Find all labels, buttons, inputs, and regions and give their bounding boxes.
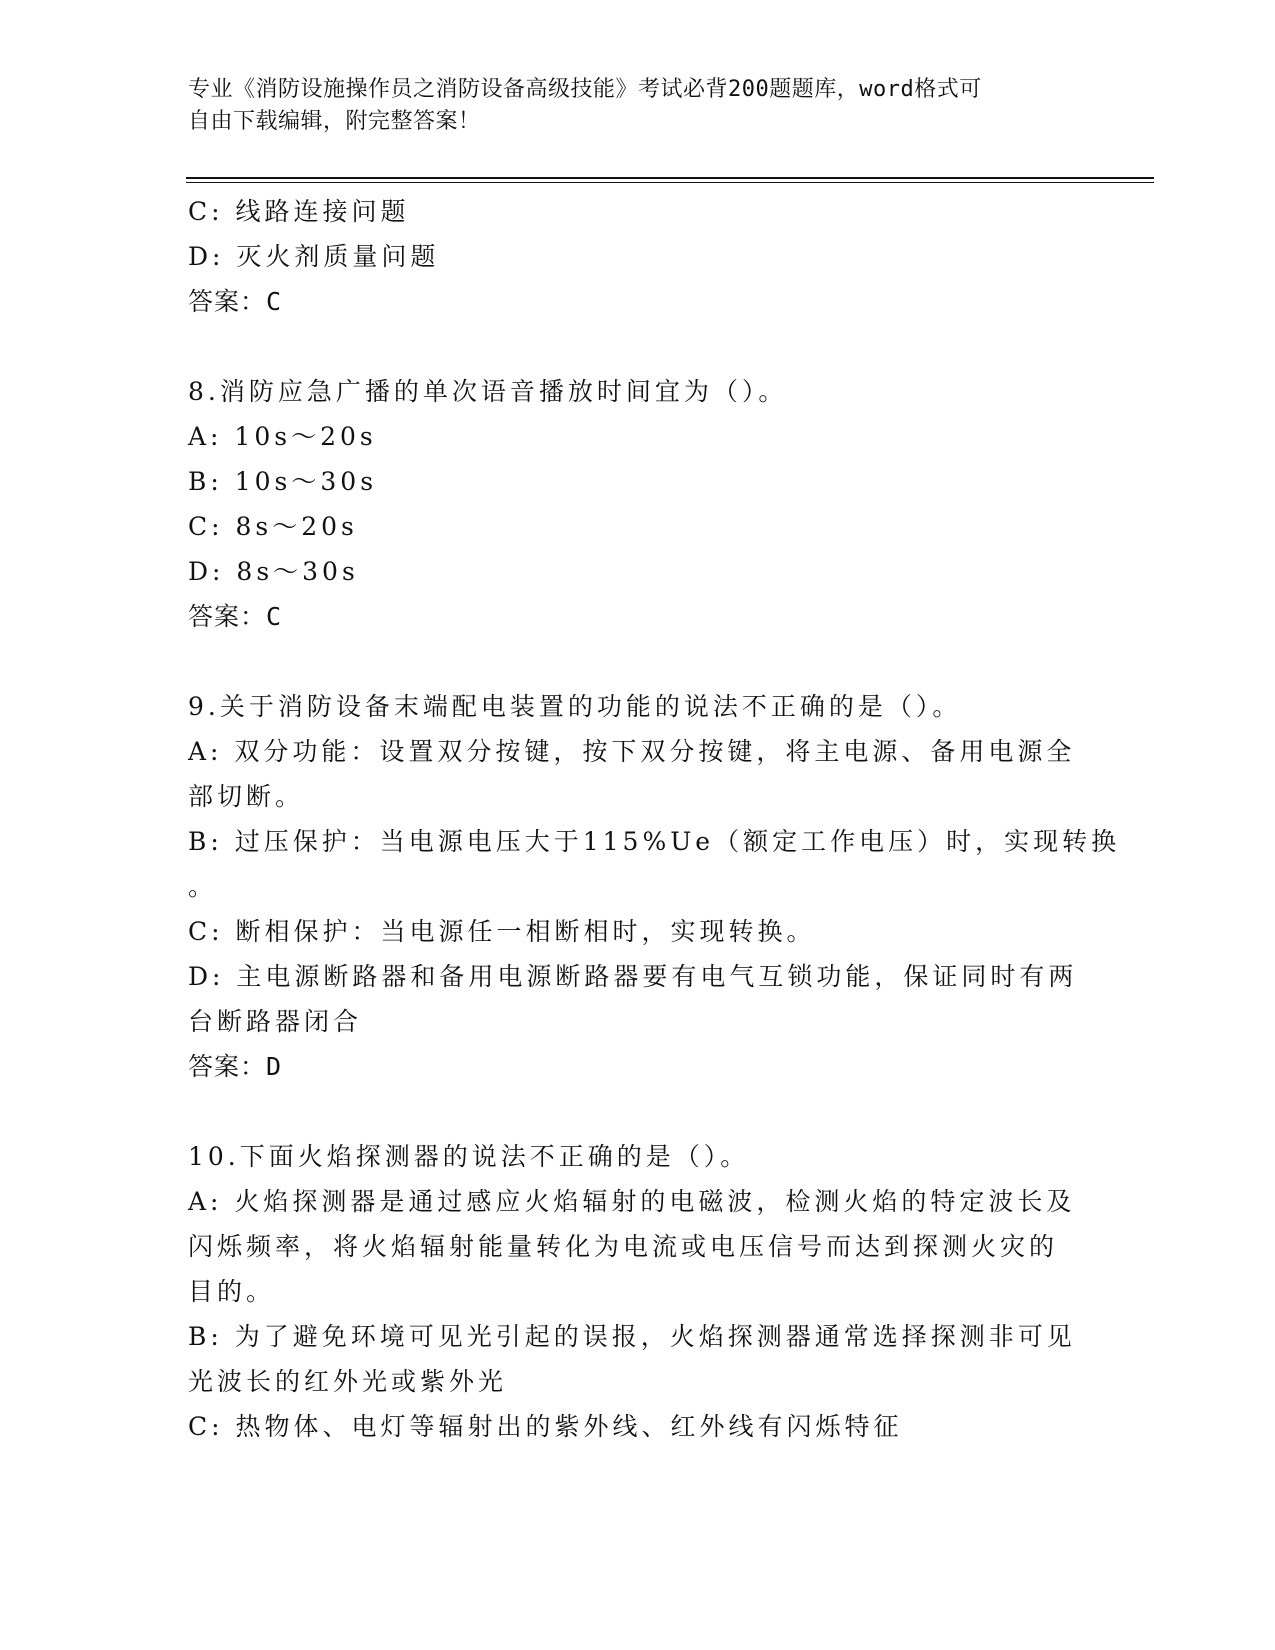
question-8: [188, 369, 1088, 639]
question-list: [188, 189, 1121, 1449]
option-b-line-2: 。: [188, 872, 218, 901]
header-divider-thin: [186, 182, 1154, 183]
option-b-line-1: B: 为了避免环境可见光引起的误报，火焰探测器通常选择探测非可见: [188, 1322, 1076, 1351]
option-b-line-2: 光波长的红外光或紫外光: [188, 1367, 508, 1396]
answer-line: 答案：C: [188, 602, 283, 631]
option-a: A: 10s～20s: [188, 422, 377, 451]
spacer: [188, 1089, 1088, 1134]
option-b: B: 10s～30s: [188, 467, 378, 496]
question-text: 9.关于消防设备末端配电装置的功能的说法不正确的是（）。: [188, 692, 962, 721]
question-10: [188, 1134, 1088, 1449]
header-divider-thick: [186, 177, 1154, 179]
option-d-line-2: 台断路器闭合: [188, 1007, 363, 1036]
question-7-tail: [188, 189, 1088, 324]
option-a-line-2: 部切断。: [188, 782, 305, 811]
option-a-line-1: A: 火焰探测器是通过感应火焰辐射的电磁波，检测火焰的特定波长及: [188, 1187, 1076, 1216]
header-title-line-2: 自由下载编辑，附完整答案！: [188, 109, 481, 134]
answer-line: 答案：C: [188, 287, 283, 316]
header-title-line-1: 专业《消防设施操作员之消防设备高级技能》考试必背200题题库，word格式可: [188, 77, 982, 102]
option-d-line-1: D: 主电源断路器和备用电源断路器要有电气互锁功能，保证同时有两: [188, 962, 1078, 991]
option-c: C: 热物体、电灯等辐射出的紫外线、红外线有闪烁特征: [188, 1412, 903, 1441]
option-a-line-1: A: 双分功能：设置双分按键，按下双分按键，将主电源、备用电源全: [188, 737, 1076, 766]
spacer: [188, 324, 1088, 369]
answer-line: 答案：D: [188, 1052, 283, 1081]
option-a-line-2: 闪烁频率，将火焰辐射能量转化为电流或电压信号而达到探测火灾的: [188, 1232, 1059, 1261]
option-c: C: 断相保护：当电源任一相断相时，实现转换。: [188, 917, 816, 946]
option-c: C: 8s～20s: [188, 512, 358, 541]
option-d: D: 灭火剂质量问题: [188, 242, 440, 271]
option-a-line-3: 目的。: [188, 1277, 276, 1306]
document-header: [188, 74, 1068, 138]
option-d: D: 8s～30s: [188, 557, 359, 586]
option-c: C: 线路连接问题: [188, 197, 410, 226]
question-text: 8.消防应急广播的单次语音播放时间宜为（）。: [188, 377, 788, 406]
spacer: [188, 639, 1088, 684]
question-9: [188, 684, 1121, 1089]
option-b-line-1: B: 过压保护：当电源电压大于115%Ue（额定工作电压）时，实现转换: [188, 827, 1121, 856]
question-text: 10.下面火焰探测器的说法不正确的是（）。: [188, 1142, 750, 1171]
